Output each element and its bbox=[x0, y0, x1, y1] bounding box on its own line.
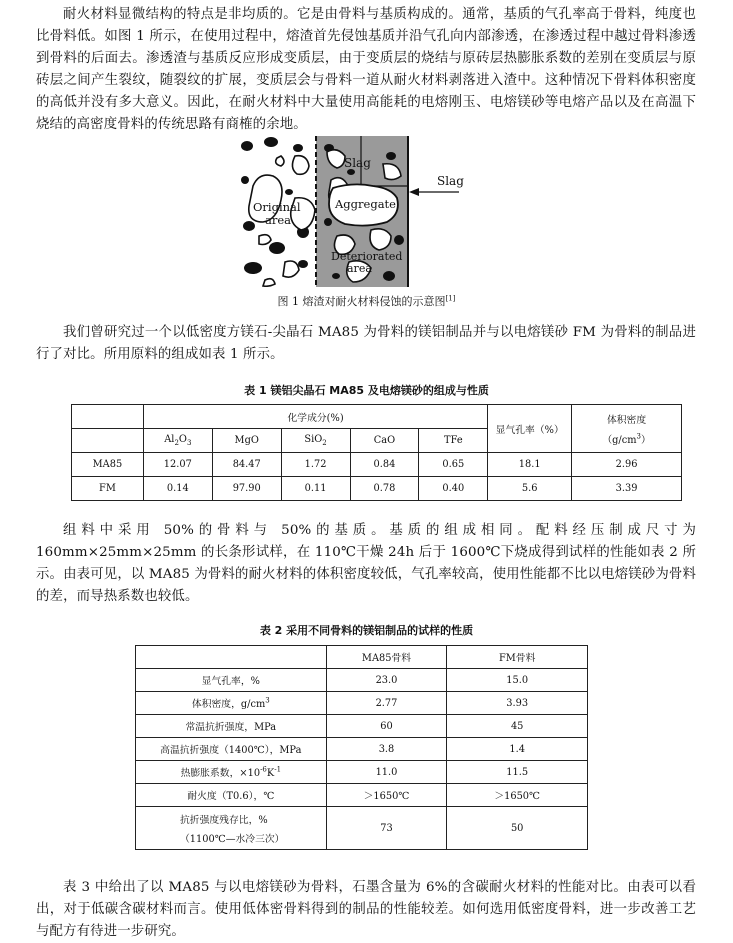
table2-cell: ＞1650℃ bbox=[326, 784, 447, 807]
table1-density-header bbox=[572, 405, 682, 453]
table2-row-label: 常温抗折强度，MPa bbox=[136, 715, 327, 738]
raw-material-table bbox=[71, 404, 682, 501]
table1-row-name: FM bbox=[72, 477, 144, 501]
table1-row bbox=[72, 477, 682, 501]
intro-paragraph: 耐火材料显微结构的特点是非均质的。它是由骨料与基质构成的。通常，基质的气孔率高于骨料，纯度也比骨料低。如图 1 所示，在使用过程中，熔渣首先侵蚀基质并沿气孔向内部渗透，在渗透过程中越过骨料渗透到骨料的后面去。渗透渣与基质反应形成变质层，由于变质层的烧结与原砖层热膨胀系数的差别在变质层与原砖层之间产生裂纹，随裂纹的扩展，变质层会与骨料一道从耐火材料剥落进入渣中。这种情况下骨料体积密度的高低并没有多大意义。因此，在耐火材料中大量使用高能耗的电熔刚玉、电熔镁砂等电熔产品以及在高温下烧结的高密度骨料的传统思路有商榷的余地。 bbox=[36, 7, 696, 132]
slag-arrow-label: Slag bbox=[437, 174, 464, 188]
table1-col-header-1: MgO bbox=[212, 429, 281, 453]
product-properties-table bbox=[135, 645, 588, 850]
table1-col-header-4: TFe bbox=[419, 429, 488, 453]
table1-density-title: 体积密度 bbox=[606, 414, 647, 426]
table2-row bbox=[136, 784, 588, 807]
table1-intro-paragraph: 我们曾研究过一个以低密度方镁石-尖晶石 MA85 为骨料的镁铝制品并与以电熔镁砂 FM 为骨料的制品进行了对比。所用原料的组成如表 1 所示。 bbox=[36, 325, 696, 362]
table2-cell: 1.4 bbox=[447, 738, 588, 761]
table1-cell: 0.65 bbox=[419, 453, 488, 477]
table1-row bbox=[72, 453, 682, 477]
figure-caption-ref: [1] bbox=[445, 294, 456, 303]
table1-cell: 0.40 bbox=[419, 477, 488, 501]
table2-residual-ma85: 73 bbox=[326, 807, 447, 850]
table2-row-label: 耐火度（T0.6），℃ bbox=[136, 784, 327, 807]
table1-density-unit: $(g/cm^3)$ bbox=[602, 432, 651, 446]
figure-caption bbox=[0, 293, 733, 309]
slag-label-top: Slag bbox=[344, 156, 371, 170]
table2-cell: 11.0 bbox=[326, 761, 447, 784]
deteriorated-area-label-2: area bbox=[347, 262, 372, 275]
table2-row bbox=[136, 761, 588, 784]
table2-row bbox=[136, 669, 588, 692]
table1-row-name: MA85 bbox=[72, 453, 144, 477]
table1-corner bbox=[72, 405, 144, 429]
table1-cell: 18.1 bbox=[488, 453, 572, 477]
table2-cell: 23.0 bbox=[326, 669, 447, 692]
table2-header-fm: FM骨料 bbox=[447, 646, 588, 669]
table2-row bbox=[136, 692, 588, 715]
table2-header-ma85: MA85骨料 bbox=[326, 646, 447, 669]
table1-cell: 97.90 bbox=[212, 477, 281, 501]
original-area-label-1: Original bbox=[253, 200, 301, 214]
table2-row bbox=[136, 715, 588, 738]
table1-cell: 0.84 bbox=[350, 453, 419, 477]
original-area-label-2: area bbox=[265, 213, 292, 227]
table1-cell: 2.96 bbox=[572, 453, 682, 477]
table2-cell: 60 bbox=[326, 715, 447, 738]
table1-cell: 84.47 bbox=[212, 453, 281, 477]
table1-cell: 12.07 bbox=[143, 453, 212, 477]
table1-porosity-header: 显气孔率（%） bbox=[488, 405, 572, 453]
table2-row-label: 高温抗折强度（1400℃），MPa bbox=[136, 738, 327, 761]
table2-cell: ＞1650℃ bbox=[447, 784, 588, 807]
table2-row-label: 显气孔率，% bbox=[136, 669, 327, 692]
table1-group-header: 化学成分(%) bbox=[143, 405, 487, 429]
table2-cell: 15.0 bbox=[447, 669, 588, 692]
table2-cell: 45 bbox=[447, 715, 588, 738]
table2-row-label: 热膨胀系数，$\times 10^{-6}K^{-1}$ bbox=[136, 761, 327, 784]
table2-residual-label: 抗折强度残存比，% （1100℃—水冷三次） bbox=[136, 807, 327, 850]
table2-corner bbox=[136, 646, 327, 669]
table1-cell: 3.39 bbox=[572, 477, 682, 501]
figure-caption-text: 图 1 熔渣对耐火材料侵蚀的示意图 bbox=[277, 295, 446, 308]
deteriorated-area-label-1: Deteriorated bbox=[331, 250, 403, 263]
table2-row-label: 体积密度，$g/cm^3$ bbox=[136, 692, 327, 715]
aggregate-label: Aggregate bbox=[335, 197, 396, 211]
table2-residual-fm: 50 bbox=[447, 807, 588, 850]
table1-col-header-3: CaO bbox=[350, 429, 419, 453]
table1-cell: 0.11 bbox=[281, 477, 350, 501]
table1-corner-2 bbox=[72, 429, 144, 453]
table1-cell: 0.78 bbox=[350, 477, 419, 501]
table2-row bbox=[136, 738, 588, 761]
table2-intro-paragraph: 组料中采用 50%的骨料与 50%的基质。基质的组成相同。配料经压制成尺寸为 160mm×25mm×25mm 的长条形试样，在 110℃干燥 24h 后于 1600℃下烧成得到试样的性能如表 2 所示。由表可见，以 MA85 为骨料的耐火材料的体积密度较低，气孔率较高，使用性能都不比以电熔镁砂为骨料的差，而导热系数也较低。 bbox=[36, 523, 696, 604]
table2-cell: 3.93 bbox=[447, 692, 588, 715]
table2-cell: 2.77 bbox=[326, 692, 447, 715]
table3-paragraph: 表 3 中给出了以 MA85 与以电熔镁砂为骨料，石墨含量为 6%的含碳耐火材料的性能对比。由表可以看出，对于低碳含碳材料而言。使用低体密骨料得到的制品的性能较差。如何选用低密度骨料，进一步改善工艺与配方有待进一步研究。 bbox=[36, 880, 696, 939]
table2-caption: 表 2 采用不同骨料的镁铝制品的试样的性质 bbox=[259, 624, 474, 637]
table1-cell: 0.14 bbox=[143, 477, 212, 501]
slag-erosion-diagram bbox=[241, 136, 492, 287]
table1-cell: 5.6 bbox=[488, 477, 572, 501]
table1-caption: 表 1 镁铝尖晶石 MA85 及电熔镁砂的组成与性质 bbox=[244, 384, 489, 397]
table1-cell: 1.72 bbox=[281, 453, 350, 477]
table2-cell: 11.5 bbox=[447, 761, 588, 784]
table1-col-header-2: SiO$_2$ bbox=[281, 429, 350, 453]
table2-cell: 3.8 bbox=[326, 738, 447, 761]
table1-col-header-0: $Al_2O_3$ bbox=[143, 429, 212, 453]
slag-erosion-figure bbox=[241, 136, 492, 287]
